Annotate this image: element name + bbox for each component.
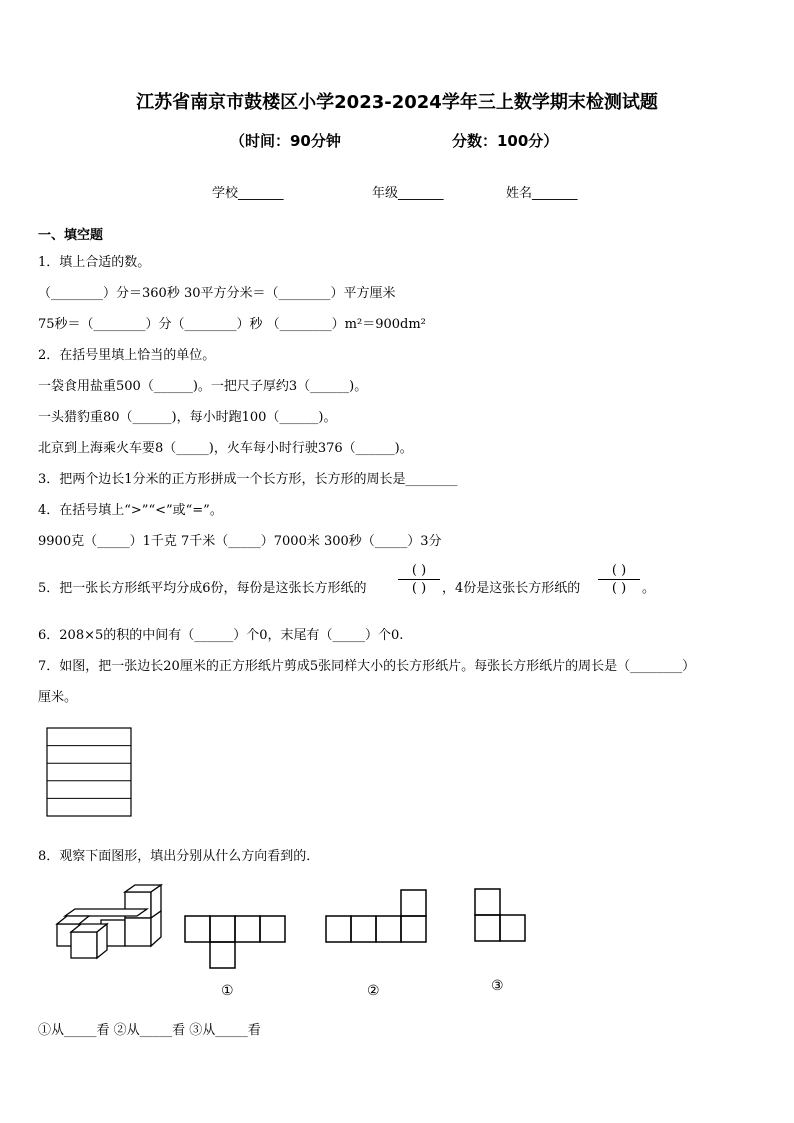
exam-score: 分数：100分） [452,132,559,150]
cube-face [65,909,147,916]
q5-fraction-1-denominator: ( ) [411,581,427,596]
cube-face [71,932,97,958]
q5-fraction-1 [398,564,440,595]
q8-prompt: 8．观察下面图形，填出分别从什么方向看到的． [38,849,320,864]
q1-prompt: 1．填上合适的数。 [38,255,151,270]
q8-view-3 [474,888,528,944]
q3-text: 3．把两个边长1分米的正方形拼成一个长方形，长方形的周长是________ [38,472,458,487]
square-outline [47,728,131,816]
q5-fraction-1-numerator: ( ) [411,563,427,578]
grade-field: 年级_______ [372,186,444,201]
view-label-1: ① [221,983,234,999]
q5-fraction-2 [598,564,640,595]
cube-face [151,911,161,946]
q2-prompt: 2．在括号里填上恰当的单位。 [38,348,216,363]
view-label-3: ③ [491,978,504,994]
exam-time: （时间：90分钟 [230,132,341,150]
exam-title: 江苏省南京市鼓楼区小学2023-2024学年三上数学期末检测试题 [136,92,658,113]
school-field: 学校_______ [212,186,284,201]
cube-face [57,916,89,924]
q8-answer-line: ①从_____看 ②从_____看 ③从_____看 [38,1023,261,1038]
q2-line2: 一头猎豹重80（______)，每小时跑100（______)。 [38,410,337,425]
section-fill-in-blank: 一、填空题 [38,228,104,243]
q7-line2: 厘米。 [38,690,78,705]
q8-view-1 [184,915,288,971]
q5-text-1: 5．把一张长方形纸平均分成6份，每份是这张长方形纸的 [38,581,367,596]
q8-view-2 [325,888,429,944]
q7-line1: 7．如图，把一张边长20厘米的正方形纸片剪成5张同样大小的长方形纸片。每张长方形纸片的周长是（________） [38,659,696,674]
cube-face [125,918,151,946]
q1-line1: （________）分＝360秒 30平方分米＝（________）平方厘米 [38,286,396,301]
q5-text-2: ，4份是这张长方形纸的 [442,581,581,596]
q7-figure-square-cut-into-strips [46,727,136,819]
q4-line1: 9900克（_____）1千克 7千米（_____）7000米 300秒（_____）3分 [38,534,442,549]
q5-text-3: 。 [642,581,656,596]
q5-fraction-2-denominator: ( ) [611,581,627,596]
q6-text: 6．208×5的积的中间有（______）个0，末尾有（_____）个0. [38,628,404,643]
q2-line3: 北京到上海乘火车要8（_____)，火车每小时行驶376（______)。 [38,441,413,456]
q8-cube-solid-figure [55,892,161,962]
q1-line2: 75秒＝（________）分（________）秒 （________）m²＝900dm² [38,317,426,332]
fraction-bar [598,579,640,580]
q5-fraction-2-numerator: ( ) [611,563,627,578]
q2-line1: 一袋食用盐重500（______)。一把尺子厚约3（______)。 [38,379,368,394]
fraction-bar [398,579,440,580]
view-label-2: ② [367,983,380,999]
q4-prompt: 4．在括号填上“>”“<”或“=”。 [38,503,223,518]
name-field: 姓名_______ [506,186,578,201]
